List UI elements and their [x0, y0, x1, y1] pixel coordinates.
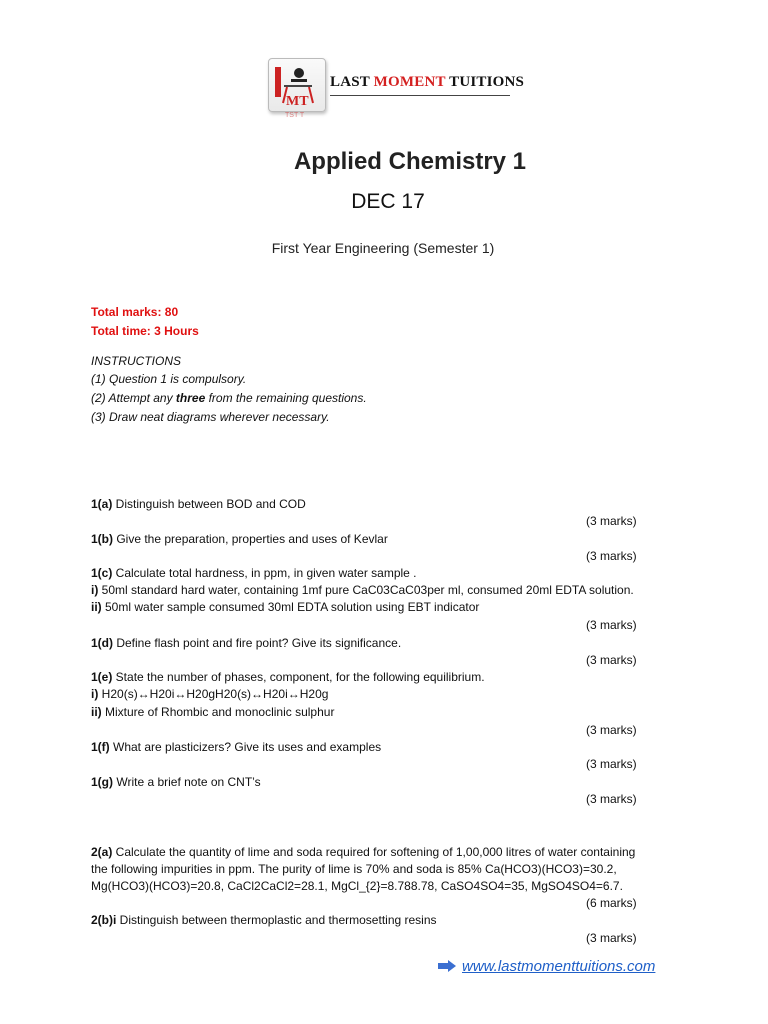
question-2b-i: 2(b)i Distinguish between thermoplastic and thermosetting resins [91, 913, 437, 927]
question-1c-part-ii: ii) 50ml water sample consumed 30ml EDTA solution using EBT indicator [91, 600, 480, 614]
page-title: Applied Chemistry 1 [293, 148, 527, 175]
marks-1c: (3 marks) [586, 618, 637, 632]
marks-1b: (3 marks) [586, 549, 637, 563]
question-1f: 1(f) What are plasticizers? Give its uses and examples [91, 740, 382, 754]
course-name: First Year Engineering (Semester 1) [271, 240, 495, 256]
brand-logo [268, 58, 326, 112]
svg-text:MT: MT [286, 94, 309, 109]
marks-1g: (3 marks) [586, 792, 637, 806]
footer-link-row [438, 958, 655, 976]
logo-subtext: TST T [285, 112, 305, 119]
marks-1d: (3 marks) [586, 653, 637, 667]
question-1a: 1(a) Distinguish between BOD and COD [91, 497, 306, 511]
instruction-1: (1) Question 1 is compulsory. [91, 372, 247, 386]
marks-2a: (6 marks) [586, 896, 637, 910]
website-link[interactable]: www.lastmomenttuitions.com [462, 958, 656, 975]
instruction-2: (2) Attempt any three from the remaining questions. [91, 391, 367, 405]
brand-name: LAST MOMENT TUITIONS [330, 74, 525, 90]
marks-2b-i: (3 marks) [586, 931, 637, 945]
question-1e-part-i: i) H20(s)↔H20i↔H20gH20(s)↔H20i↔H20g [91, 687, 329, 701]
question-2a-line-2: the following impurities in ppm. The purity of lime is 70% and soda is 85% Ca(HCO3)(HCO3)=30.2, [91, 862, 617, 876]
total-marks: Total marks: 80 [91, 305, 179, 319]
instruction-3: (3) Draw neat diagrams wherever necessary. [91, 410, 330, 424]
question-1c-part-i: i) 50ml standard hard water, containing 1mf pure CaC03CaC03per ml, consumed 20ml EDTA solution. [91, 583, 634, 597]
brand-underline [330, 95, 510, 96]
question-1b: 1(b) Give the preparation, properties and uses of Kevlar [91, 532, 388, 546]
question-2a: 2(a) Calculate the quantity of lime and soda required for softening of 1,00,000 litres of water containing [91, 845, 636, 859]
question-1d: 1(d) Define flash point and fire point? Give its significance. [91, 636, 402, 650]
question-1c: 1(c) Calculate total hardness, in ppm, in given water sample . [91, 566, 417, 580]
question-1e-part-ii: ii) Mixture of Rhombic and monoclinic sulphur [91, 705, 335, 719]
exam-session: DEC 17 [351, 190, 425, 213]
marks-1f: (3 marks) [586, 757, 637, 771]
question-1g: 1(g) Write a brief note on CNT’s [91, 775, 261, 789]
marks-1e: (3 marks) [586, 723, 637, 737]
instructions-heading: INSTRUCTIONS [91, 354, 181, 368]
arrow-right-icon [438, 959, 456, 976]
question-1e: 1(e) State the number of phases, component, for the following equilibrium. [91, 670, 485, 684]
question-2a-line-3: Mg(HCO3)(HCO3)=20.8, CaCl2CaCl2=28.1, MgCl_{2}=8.788.78, CaSO4SO4=35, MgSO4SO4=6.7. [91, 879, 623, 893]
total-time: Total time: 3 Hours [91, 324, 199, 338]
marks-1a: (3 marks) [586, 514, 637, 528]
